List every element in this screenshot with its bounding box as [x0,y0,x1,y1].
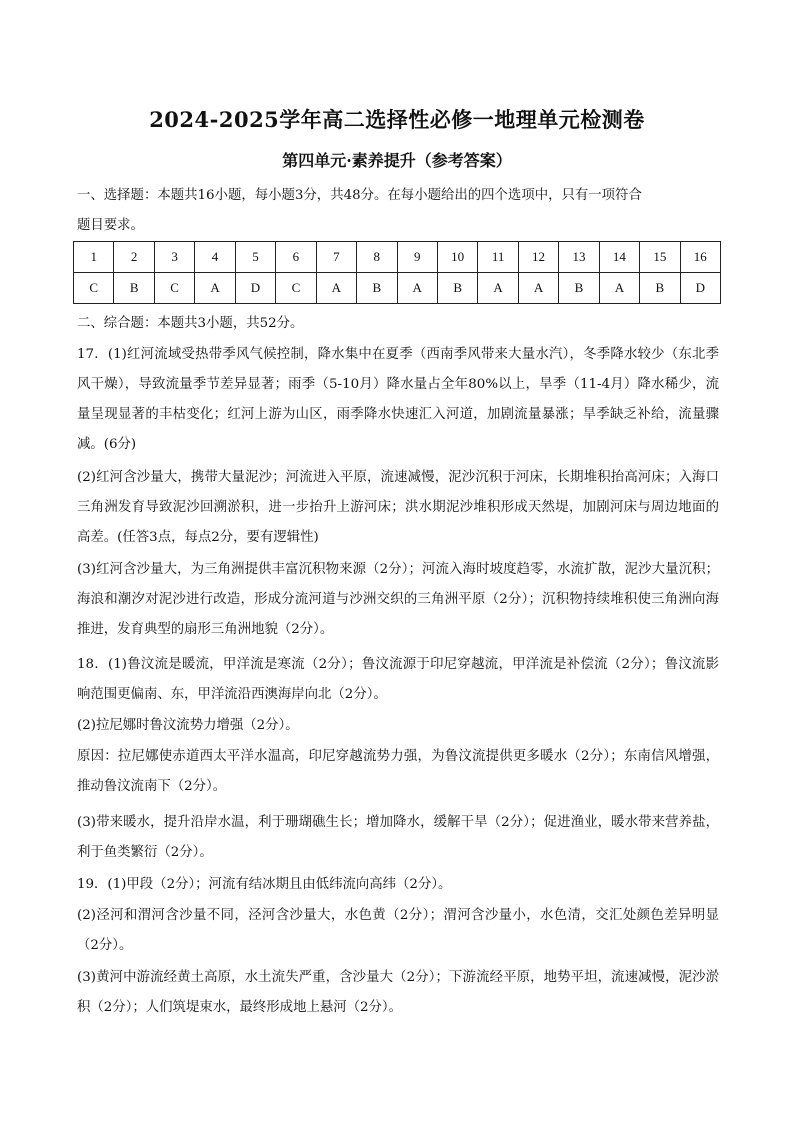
q19-part3-answer: (3)黄河中游流经黄土高原，水土流失严重，含沙量大（2分）；下游流经平原，地势平坦，流速减慢，泥沙淤积（2分）；人们筑堤束水，最终形成地上悬河（2分）。 [77,970,719,1015]
question-number-cell: 15 [640,242,680,273]
q18-part2-reason: 原因：拉尼娜使赤道西太平洋水温高，印尼穿越流势力强，为鲁汶流提供更多暖水（2分）；东南信风增强，推动鲁汶流南下（2分）。 [77,749,719,794]
answer-cell: B [640,273,680,304]
section1-heading-line1: 一、选择题：本题共16小题，每小题3分，共48分。在每小题给出的四个选项中，只有一项符合 [77,188,642,203]
question-number-cell: 1 [74,242,114,273]
question-number-cell: 9 [397,242,437,273]
answer-cell: B [559,273,599,304]
answer-cell: D [235,273,275,304]
answer-cell: A [478,273,518,304]
q18-part2-answer: (2)拉尼娜时鲁汶流势力增强（2分）。 [77,718,299,733]
answer-table-answer-row [74,273,721,304]
q17-part3-answer: (3)红河含沙量大，为三角洲提供丰富沉积物来源（2分）；河流入海时坡度趋零，水流扩散，泥沙大量沉积；海浪和潮汐对泥沙进行改造，形成分流河道与沙洲交织的三角洲平原（2分）；沉积物持续堆积使三角洲向海推进，发育典型的扇形三角洲地貌（2分）。 [77,562,719,637]
page-subtitle: 第四单元·素养提升（参考答案） [282,151,512,170]
question-number-cell: 11 [478,242,518,273]
answer-cell: A [599,273,639,304]
answer-cell: B [357,273,397,304]
answer-cell: A [397,273,437,304]
q17-part1-answer: 17．(1)红河流域受热带季风气候控制，降水集中在夏季（西南季风带来大量水汽），冬季降水较少（东北季风干燥），导致流量季节差异显著；雨季（5-10月）降水量占全年80%以上，旱季（11-4月）降水稀少，流量呈现显著的丰枯变化；红河上游为山区，雨季降水快速汇入河道，加剧流量暴涨；旱季缺乏补给，流量骤减。(6分) [77,347,719,452]
answer-cell: C [154,273,194,304]
question-number-cell: 12 [518,242,558,273]
question-number-cell: 7 [316,242,356,273]
answer-cell: D [680,273,720,304]
answer-cell: A [316,273,356,304]
answer-cell: B [437,273,477,304]
question-number-cell: 4 [195,242,235,273]
question-number-cell: 5 [235,242,275,273]
q19-part1-answer: 19．(1)甲段（2分）；河流有结冰期且由低纬流向高纬（2分）。 [77,877,452,892]
question-number-cell: 13 [559,242,599,273]
question-number-cell: 16 [680,242,720,273]
answer-cell: B [114,273,154,304]
page-title: 2024-2025学年高二选择性必修一地理单元检测卷 [149,107,645,132]
answer-table [73,241,721,304]
question-number-cell: 10 [437,242,477,273]
question-number-cell: 3 [154,242,194,273]
q19-part2-answer: (2)泾河和渭河含沙量不同，泾河含沙量大，水色黄（2分）；渭河含沙量小，水色清，交汇处颜色差异明显（2分）。 [77,908,719,953]
answer-cell: C [74,273,114,304]
question-number-cell: 14 [599,242,639,273]
answer-cell: A [518,273,558,304]
section2-heading: 二、综合题：本题共3小题，共52分。 [77,316,304,331]
q17-part2-answer: (2)红河含沙量大，携带大量泥沙；河流进入平原，流速减慢，泥沙沉积于河床，长期堆积抬高河床；入海口三角洲发育导致泥沙回溯淤积，进一步抬升上游河床；洪水期泥沙堆积形成天然堤，加剧河床与周边地面的高差。(任答3点，每点2分，要有逻辑性) [77,470,719,545]
answer-table-number-row [74,242,721,273]
answer-cell: C [276,273,316,304]
q18-part1-answer: 18．(1)鲁汶流是暖流，甲洋流是寒流（2分）；鲁汶流源于印尼穿越流，甲洋流是补偿流（2分）；鲁汶流影响范围更偏南、东，甲洋流沿西澳海岸向北（2分）。 [77,657,719,702]
answer-cell: A [195,273,235,304]
q18-part3-answer: (3)带来暖水，提升沿岸水温，利于珊瑚礁生长；增加降水，缓解干旱（2分）；促进渔业，暖水带来营养盐，利于鱼类繁衍（2分）。 [77,815,719,860]
question-number-cell: 6 [276,242,316,273]
section1-heading-line2: 题目要求。 [77,218,144,233]
question-number-cell: 8 [357,242,397,273]
question-number-cell: 2 [114,242,154,273]
